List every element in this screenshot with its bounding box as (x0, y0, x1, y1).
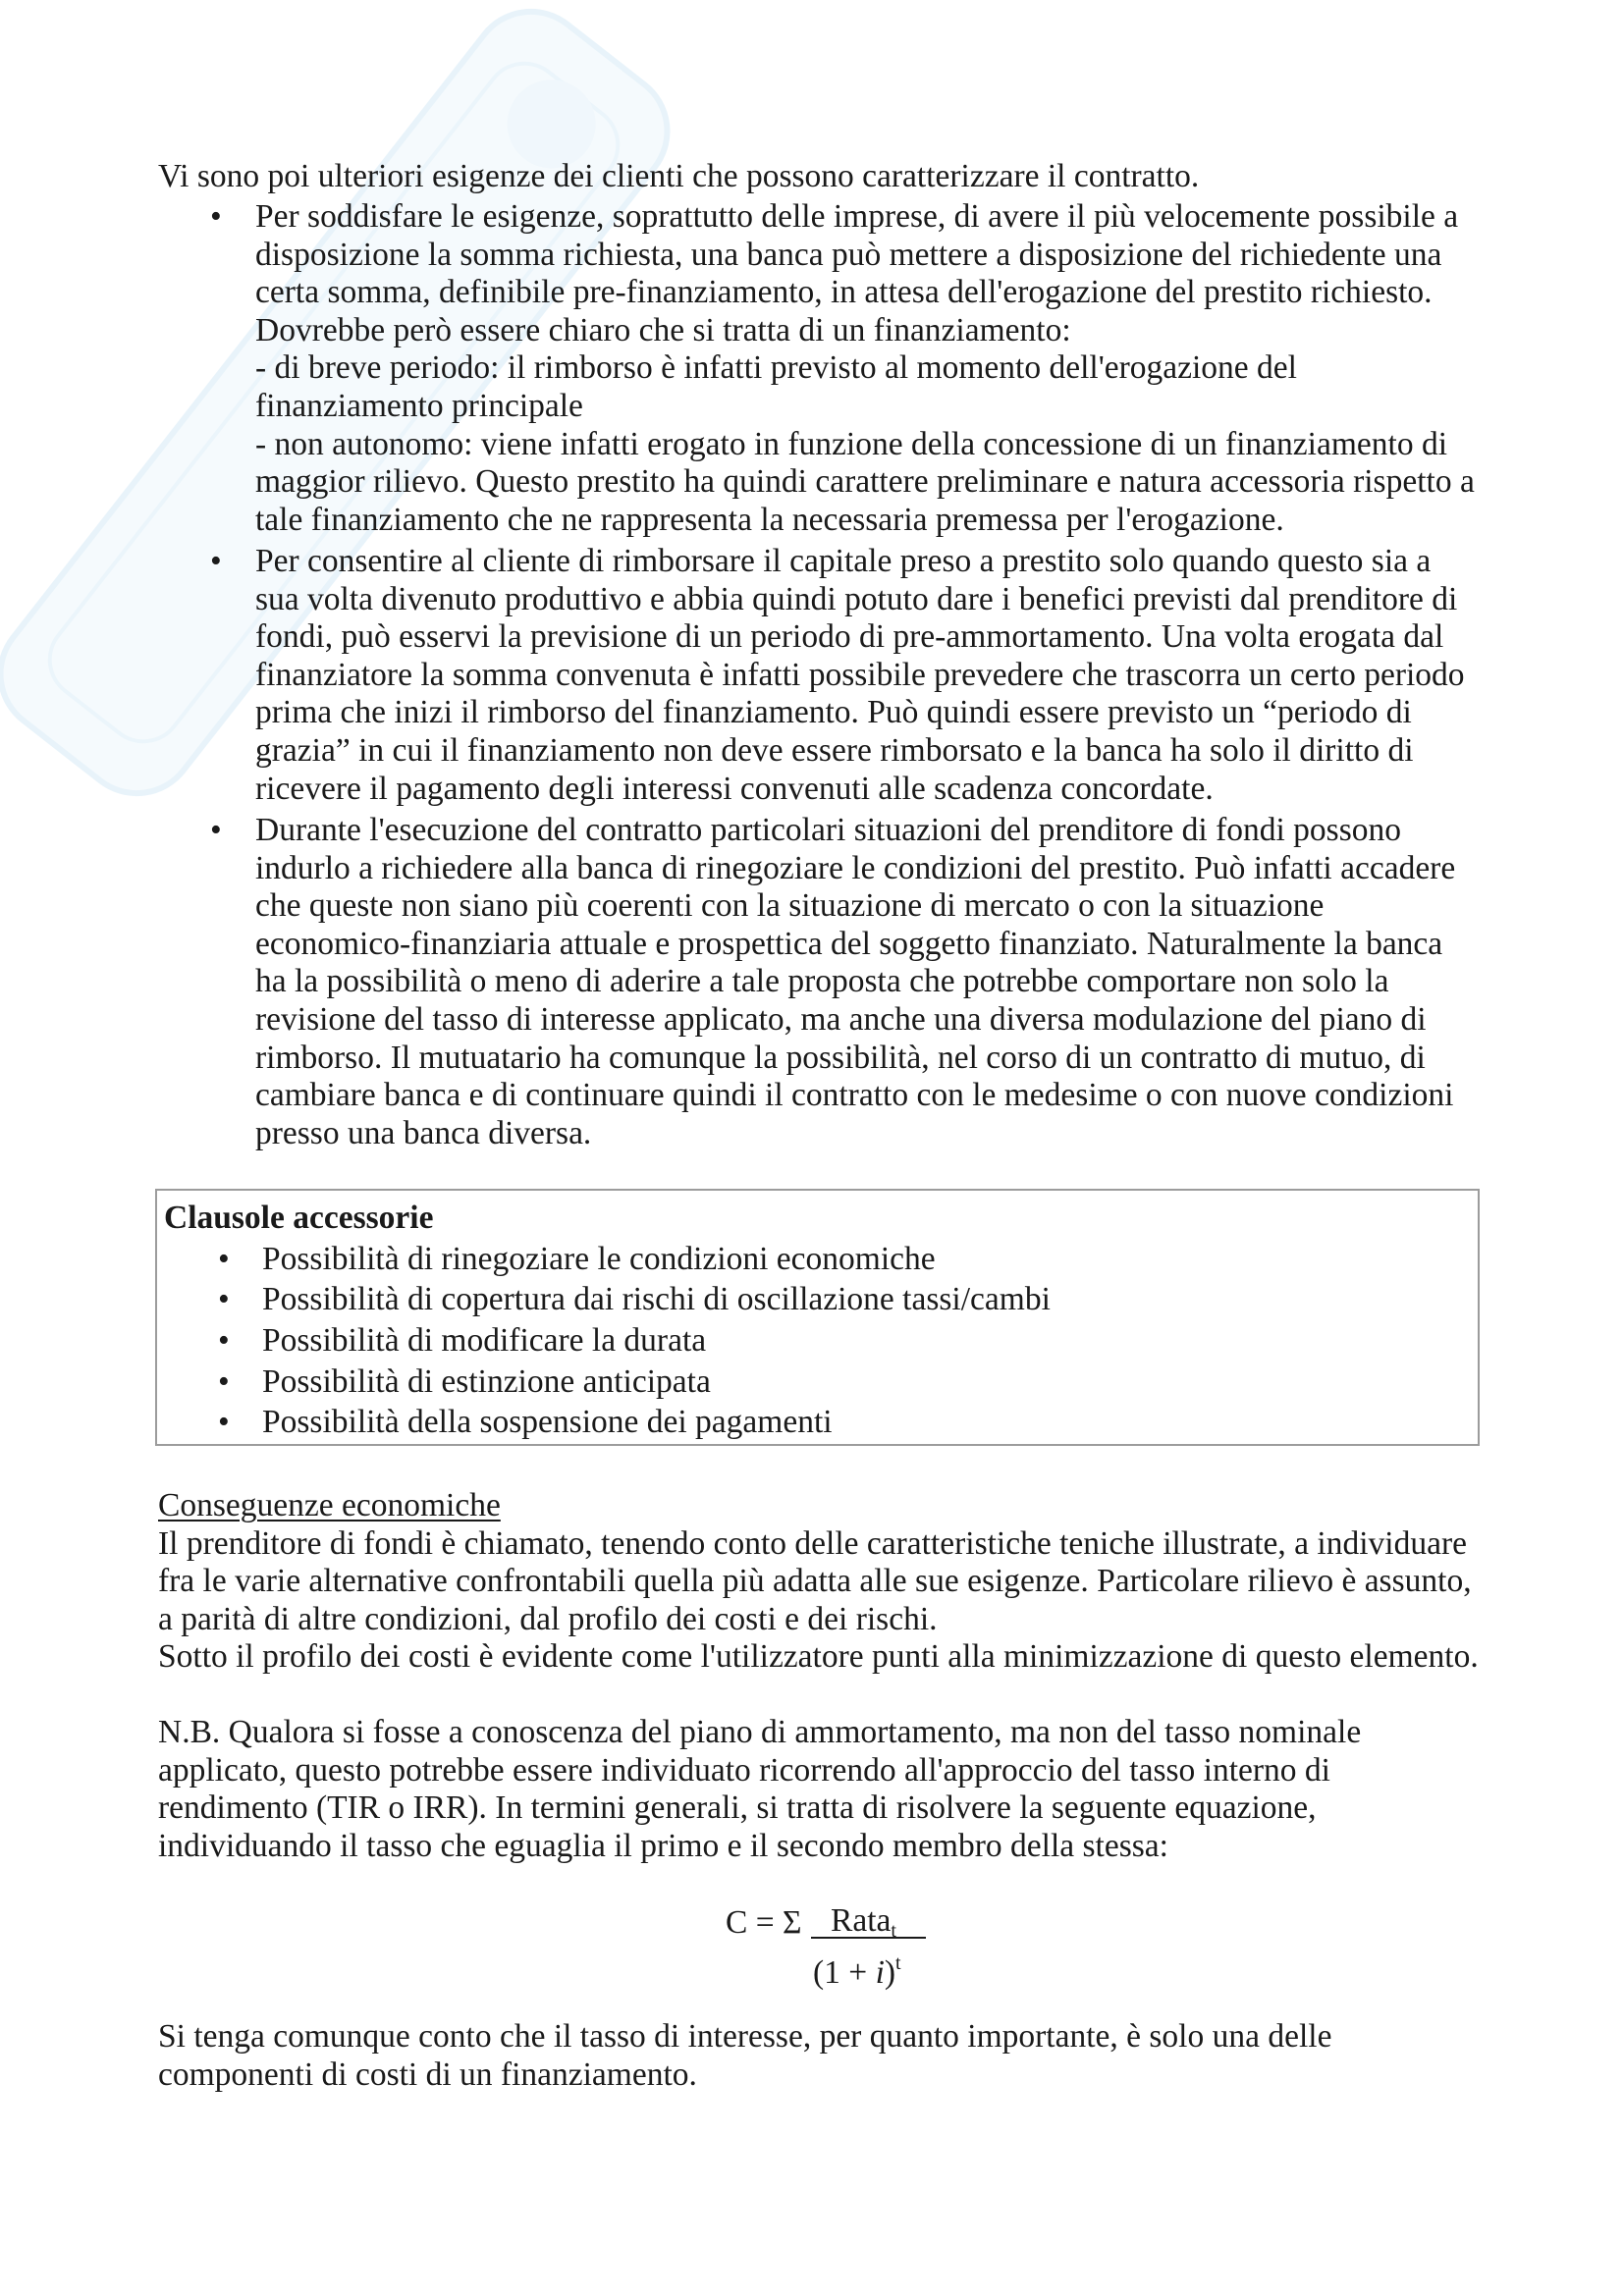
text-line: grazia” in cui il finanziamento non deve essere rimborsato e la banca ha solo il diritto di (255, 731, 1414, 769)
text-line: certa somma, definibile pre-finanziamento, in attesa dell'erogazione del prestito richiesto. (255, 274, 1433, 311)
text-line: Il prenditore di fondi è chiamato, tenendo conto delle caratteristiche teniche illustrate, a individuare (158, 1524, 1467, 1562)
list-item-text: Possibilità di estinzione anticipata (262, 1362, 711, 1400)
formula-denominator (813, 1945, 901, 1993)
nb-paragraph (158, 1714, 1361, 1865)
bullet-text (255, 812, 1455, 1152)
formula-denominator-prefix: (1 + (813, 1954, 876, 1991)
list-item (157, 1362, 1478, 1403)
text-line: Vi sono poi ulteriori esigenze dei clienti che possono caratterizzare il contratto. (158, 158, 1200, 194)
text-line: - di breve periodo: il rimborso è infatti previsto al momento dell'erogazione del (255, 349, 1297, 387)
text-line: prima che inizi il rimborso del finanziamento. Può quindi essere previsto un “periodo di (255, 694, 1412, 731)
text-line: applicato, questo potrebbe essere individuato ricorrendo all'approccio del tasso interno di (158, 1751, 1330, 1789)
text-line: fondi, può esservi la previsione di un periodo di pre-ammortamento. Una volta erogata dal (255, 618, 1444, 656)
text-line: revisione del tasso di interesse applicato, ma anche una diversa modulazione del piano di (255, 1000, 1427, 1038)
text-line: presso una banca diversa. (255, 1114, 592, 1151)
list-item-text: Possibilità di modificare la durata (262, 1322, 707, 1360)
bullet-glyph: • (218, 1404, 230, 1441)
text-line: a parità di altre condizioni, dal profilo dei costi e dei rischi. (158, 1600, 938, 1637)
clauses-box (155, 1189, 1480, 1446)
text-line: - non autonomo: viene infatti erogato in funzione della concessione di un finanziamento di (255, 425, 1448, 462)
bullet-glyph: • (218, 1240, 230, 1277)
text-line: rendimento (TIR o IRR). In termini generali, si tratta di risolvere la seguente equazione, (158, 1789, 1317, 1827)
formula-denominator-superscript: t (895, 1952, 901, 1974)
text-line: Durante l'esecuzione del contratto particolari situazioni del prenditore di fondi possono (255, 812, 1402, 848)
formula-denominator-suffix: ) (884, 1954, 896, 1991)
box-title: Clausole accessorie (164, 1200, 434, 1236)
bullet-glyph: • (218, 1281, 230, 1318)
text-line: Si tenga comunque conto che il tasso di interesse, per quanto importante, è solo una delle (158, 2018, 1332, 2055)
text-line: maggior rilievo. Questo prestito ha quindi carattere preliminare e natura accessoria rispetto a (255, 463, 1475, 501)
text-line: tale finanziamento che ne rappresenta la necessaria premessa per l'erogazione. (255, 501, 1284, 538)
intro-paragraph (158, 158, 1199, 196)
bullet-glyph: • (218, 1322, 230, 1360)
text-line: rimborso. Il mutuatario ha comunque la possibilità, nel corso di un contratto di mutuo, di (255, 1039, 1426, 1076)
section-heading-text: Conseguenze economiche (158, 1487, 501, 1523)
text-line: finanziatore la somma convenuta è infatti possibile prevedere che trascorra un certo periodo (255, 656, 1465, 693)
formula-lhs: C = Σ (726, 1904, 802, 1941)
text-line: individuando il tasso che eguaglia il primo e il secondo membro della stessa: (158, 1827, 1168, 1864)
list-item-text: Possibilità di rinegoziare le condizioni economiche (262, 1240, 936, 1277)
bullet-glyph: • (210, 812, 222, 848)
text-line: fra le varie alternative confrontabili quella più adatta alle sue esigenze. Particolare rilievo è assunto, (158, 1563, 1472, 1600)
list-item-text: Possibilità della sospensione dei pagamenti (262, 1404, 833, 1441)
list-item (157, 1402, 1478, 1443)
bullet-text (255, 543, 1465, 808)
bullet-glyph: • (218, 1362, 230, 1400)
text-line: ricevere il pagamento degli interessi convenuti alle scadenza concordate. (255, 770, 1214, 807)
text-line: Sotto il profilo dei costi è evidente come l'utilizzatore punti alla minimizzazione di questo elemento. (158, 1638, 1479, 1676)
text-line: componenti di costi di un finanziamento. (158, 2056, 697, 2093)
text-line: economico-finanziaria attuale e prospettica del soggetto finanziato. Naturalmente la banca (255, 925, 1443, 962)
text-line: finanziamento principale (255, 387, 583, 424)
formula-numerator (811, 1902, 926, 1942)
list-item-text: Possibilità di copertura dai rischi di oscillazione tassi/cambi (262, 1281, 1051, 1318)
text-line: sua volta divenuto produttivo e abbia quindi potuto dare i benefici previsti dal prenditore di (255, 580, 1458, 617)
formula-numerator-text: Rata (831, 1902, 892, 1939)
text-line: indurlo a richiedere alla banca di rinegoziare le condizioni del prestito. Può infatti accadere (255, 849, 1456, 886)
text-line: Dovrebbe però essere chiaro che si tratta di un finanziamento: (255, 311, 1071, 348)
bullet-glyph: • (210, 198, 222, 235)
text-line: cambiare banca e di continuare quindi il contratto con le medesime o con nuove condizioni (255, 1077, 1454, 1114)
section-heading (158, 1487, 1479, 1525)
list-item (157, 1279, 1478, 1320)
text-line: ha la possibilità o meno di aderire a tale proposta che potrebbe comportare non solo la (255, 963, 1389, 1000)
text-line: Per consentire al cliente di rimborsare il capitale preso a prestito solo quando questo sia a (255, 543, 1432, 579)
text-line: che queste non siano più coerenti con la situazione di mercato o con la situazione (255, 887, 1325, 925)
text-line: disposizione la somma richiesta, una banca può mettere a disposizione del richiedente una (255, 236, 1442, 273)
closing-paragraph (158, 2018, 1331, 2094)
formula-denominator-variable: i (875, 1954, 885, 1991)
text-line: Per soddisfare le esigenze, soprattutto delle imprese, di avere il più velocemente possibile a (255, 198, 1459, 235)
bullet-glyph: • (210, 543, 222, 579)
list-item (157, 1239, 1478, 1280)
list-item (157, 1320, 1478, 1362)
bullet-text (255, 198, 1475, 539)
formula-numerator-subscript: t (891, 1920, 896, 1942)
text-line: N.B. Qualora si fosse a conoscenza del piano di ammortamento, ma non del tasso nominale (158, 1714, 1362, 1750)
economic-consequences-section (158, 1487, 1479, 1677)
